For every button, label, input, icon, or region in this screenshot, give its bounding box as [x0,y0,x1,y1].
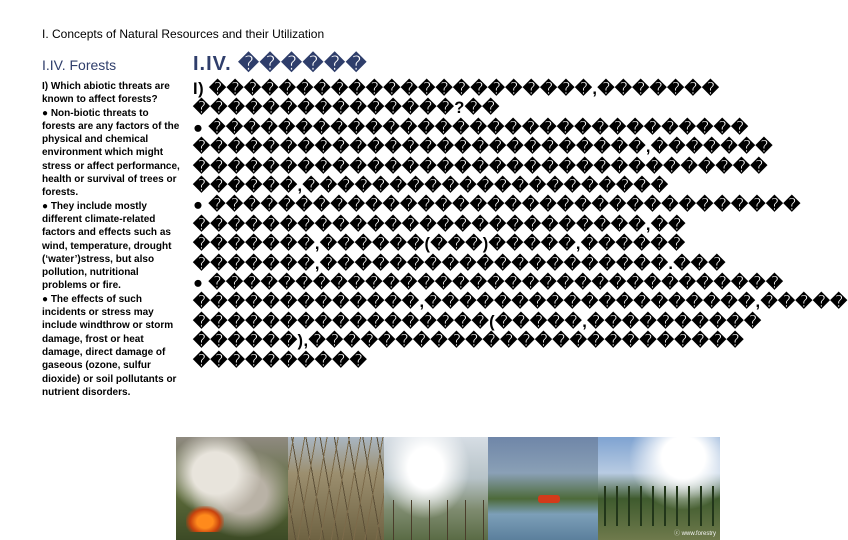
storm-damage-photo [288,437,384,540]
left-text-block [42,80,182,399]
right-line: �������,��������������������.��� [193,254,726,273]
right-line: ������,��������������������� [193,177,669,196]
photo-credit: ⓒ www.forestry [673,531,716,537]
right-line: �����������������(�����,���������� [193,312,762,331]
right-line: ���������������?�� [193,99,500,118]
right-section-title: I.IV. ������ [193,53,368,75]
forest-landscape-photo [598,437,720,540]
left-section-title: I.IV. Forests [42,57,117,73]
right-line: ������),������������������������� [193,332,745,351]
right-line: ��������������������������������� [193,157,768,176]
right-text-block [193,80,848,380]
right-line: �������������,�������������������,����� [193,293,848,312]
right-line: ● ������������������������������� [193,118,749,137]
left-bullet: ● The effects of such incidents or stress may include windthrow or storm damage, frost or heat damage, direct damage of gaseous (ozone, sulfur dioxide) or soil pollutants or nutrient disorders. [42,293,177,398]
page-header: I. Concepts of Natural Resources and their Utilization [42,27,325,41]
left-bullet: ● They include mostly different climate-related factors and effects such as wind, temperature, drought (‘water’)stress, but also pollution, nutritional problems or fire. [42,200,172,292]
right-line: ● ��������������������������������� [193,274,784,293]
right-line: ��������������������������,�� [193,215,686,234]
photo-strip [176,437,720,540]
right-line: I) ����������������������,������� [193,80,720,98]
left-bullet: ● Non-biotic threats to forests are any factors of the physical and chemical environment which might stress or affect performance, health or survival of trees or forests. [42,107,180,199]
right-line: ��������������������������,������� [193,138,773,157]
right-line: �������,������(���)�����,������ [193,235,686,254]
forest-fire-photo [176,437,288,540]
left-question: I) Which abiotic threats are known to affect forests? [42,81,170,106]
right-line: ���������� [193,351,368,370]
firefighting-aircraft-photo [488,437,598,540]
right-line: ● ���������������������������������� [193,196,801,215]
frost-damage-photo [384,437,488,540]
